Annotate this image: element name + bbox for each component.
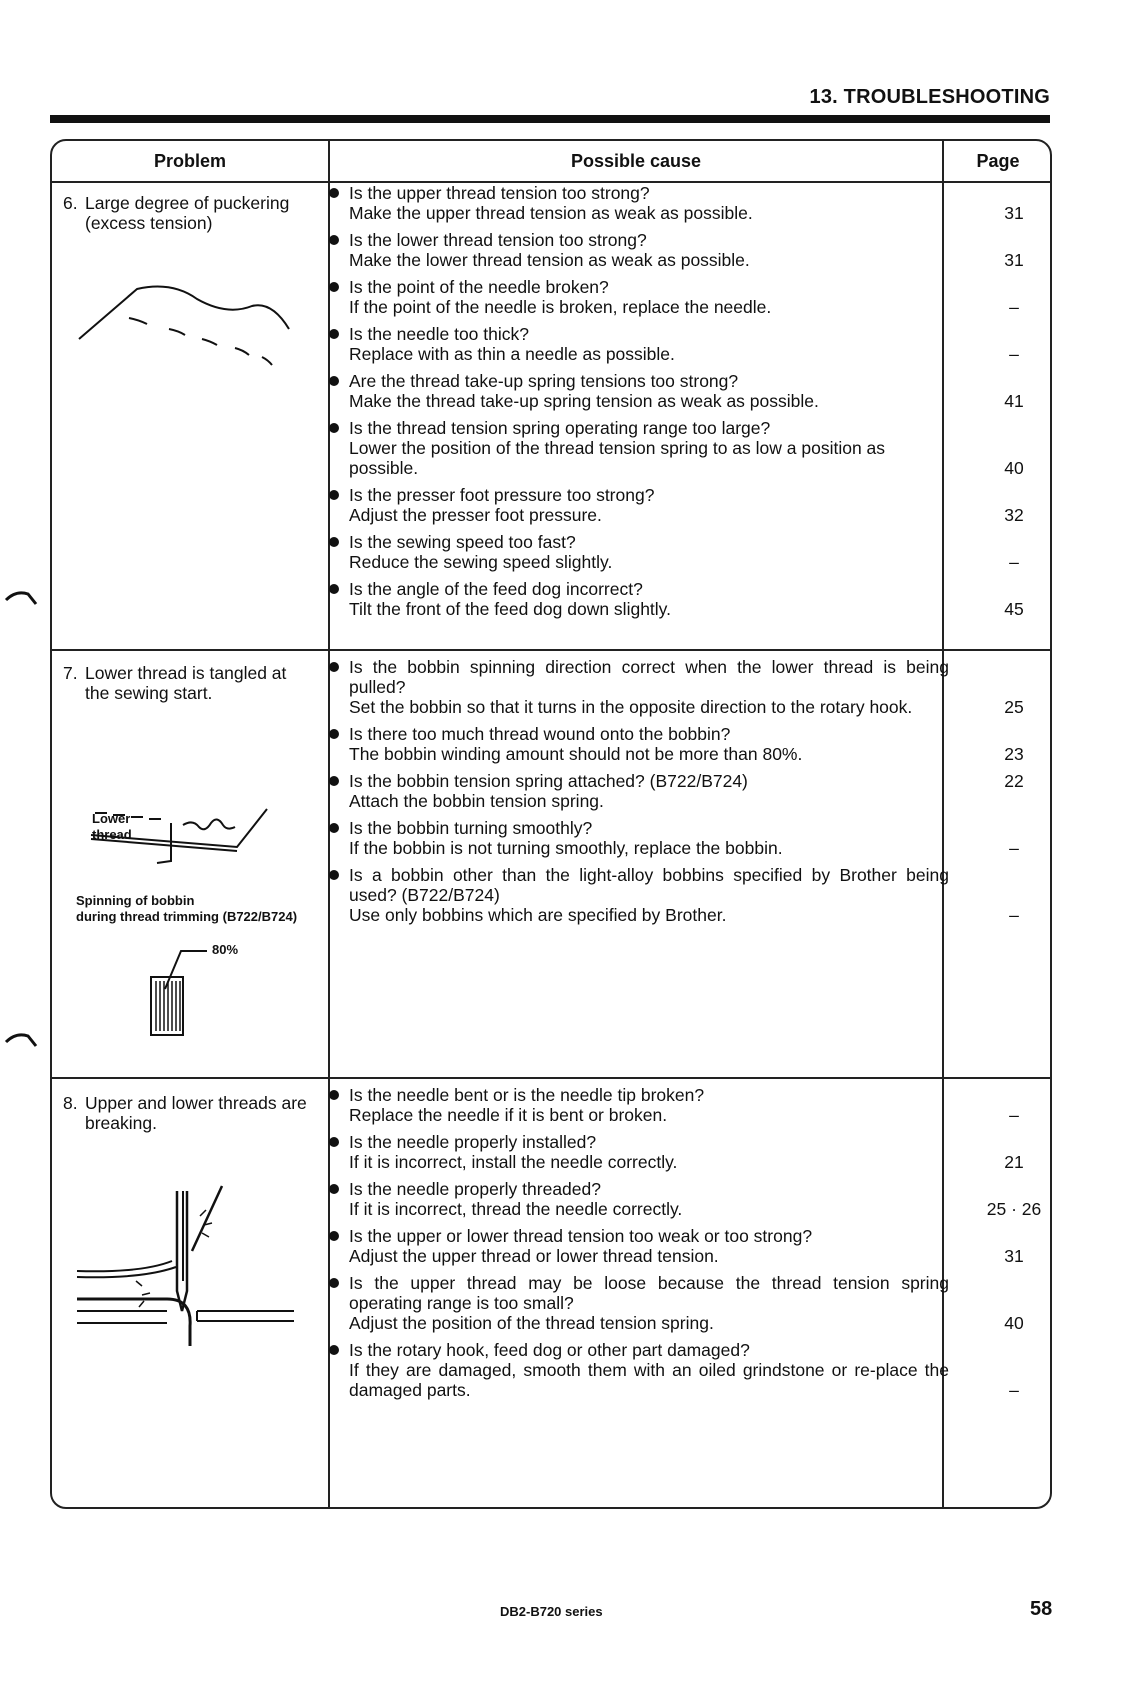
- cause-question: Are the thread take-up spring tensions too strong?: [349, 371, 739, 391]
- cause-question: Is a bobbin other than the light-alloy bobbins specified by Brother being used? (B722/B724): [349, 865, 949, 905]
- cause-item: [329, 418, 1024, 478]
- cause-question: Is the bobbin turning smoothly?: [349, 818, 593, 838]
- cause-item: [329, 1179, 1042, 1219]
- cause-remedy: Reduce the sewing speed slightly.: [349, 552, 613, 572]
- cause-item: [329, 1226, 1024, 1266]
- cause-question: Is the needle properly threaded?: [349, 1179, 601, 1199]
- cause-item: [329, 865, 1019, 925]
- bullet: [329, 235, 339, 245]
- page-ref: 31: [1004, 203, 1024, 223]
- binder-hole-mark: [4, 1030, 38, 1050]
- page-ref: 25: [1004, 697, 1024, 717]
- cause-item: [329, 579, 1024, 619]
- cause-item: [329, 724, 1024, 764]
- bullet: [329, 329, 339, 339]
- bullet: [329, 188, 339, 198]
- cause-item: [329, 230, 1024, 270]
- page-ref: 41: [1004, 391, 1024, 411]
- cause-remedy: If it is incorrect, install the needle correctly.: [349, 1152, 678, 1172]
- cause-remedy: Replace with as thin a needle as possible.: [349, 344, 675, 364]
- cause-question: Is the upper thread may be loose because the thread tension spring operating range is too small?: [349, 1273, 949, 1313]
- cause-remedy: Lower the position of the thread tension spring to as low a position as possible.: [349, 438, 886, 478]
- problem-column-header: Problem: [153, 151, 227, 171]
- troubleshooting-table: [50, 139, 1052, 1509]
- bullet: [329, 1184, 339, 1194]
- cause-remedy: Adjust the upper thread or lower thread tension.: [349, 1246, 719, 1266]
- header-rule: [50, 115, 1050, 123]
- problem-text: Large degree of puckering (excess tension): [85, 193, 290, 233]
- page-ref: 21: [1004, 1152, 1024, 1172]
- cause-remedy: Make the upper thread tension as weak as possible.: [349, 203, 753, 223]
- cause-question: Is the upper or lower thread tension too weak or too strong?: [349, 1226, 813, 1246]
- problem-text: Upper and lower threads are breaking.: [85, 1093, 307, 1133]
- cause-item: [329, 1085, 1019, 1125]
- bullet: [329, 423, 339, 433]
- cause-question: Is the bobbin spinning direction correct when the lower thread is being pulled?: [349, 657, 949, 697]
- bullet: [329, 584, 339, 594]
- bullet: [329, 1231, 339, 1241]
- bullet: [329, 490, 339, 500]
- footer-model: DB2-B720 series: [500, 1604, 603, 1619]
- problem-6: [63, 193, 315, 233]
- problem-number: 7.: [63, 663, 78, 683]
- cause-remedy: Tilt the front of the feed dog down slightly.: [349, 599, 671, 619]
- page-column-header: Page: [976, 151, 1020, 171]
- cause-item: [329, 371, 1024, 411]
- cause-remedy: Adjust the presser foot pressure.: [349, 505, 602, 525]
- bullet: [329, 870, 339, 880]
- bullet: [329, 1090, 339, 1100]
- cause-item: [329, 818, 1019, 858]
- cause-question: Is the thread tension spring operating range too large?: [349, 418, 771, 438]
- spinning-label: Spinning of bobbin: [76, 893, 195, 908]
- page-ref: –: [1009, 297, 1019, 317]
- lower-thread-label: Lower thread: [92, 811, 132, 842]
- cause-question: Is the lower thread tension too strong?: [349, 230, 647, 250]
- causes-list-8: [329, 1085, 1042, 1407]
- cause-remedy: The bobbin winding amount should not be more than 80%.: [349, 744, 803, 764]
- cause-question: Is the angle of the feed dog incorrect?: [349, 579, 643, 599]
- cause-remedy: Attach the bobbin tension spring.: [349, 791, 604, 811]
- cause-remedy: Replace the needle if it is bent or broken.: [349, 1105, 668, 1125]
- thread-breaking-figure: [72, 1181, 312, 1351]
- cause-question: Is there too much thread wound onto the bobbin?: [349, 724, 731, 744]
- cause-question: Is the rotary hook, feed dog or other part damaged?: [349, 1340, 750, 1360]
- page-ref: 40: [1004, 458, 1024, 478]
- puckering-figure: [77, 281, 297, 401]
- bullet: [329, 662, 339, 672]
- cause-item: [329, 771, 1024, 811]
- bullet: [329, 376, 339, 386]
- page-ref: –: [1009, 838, 1019, 858]
- cause-item: [329, 1340, 1019, 1400]
- causes-list-7: [329, 657, 1024, 932]
- cause-question: Is the point of the needle broken?: [349, 277, 609, 297]
- cause-item: [329, 1132, 1024, 1172]
- cause-remedy: If the bobbin is not turning smoothly, replace the bobbin.: [349, 838, 783, 858]
- bullet: [329, 823, 339, 833]
- cause-item: [329, 1273, 1024, 1333]
- cause-remedy: Use only bobbins which are specified by Brother.: [349, 905, 727, 925]
- page-ref: 31: [1004, 250, 1024, 270]
- bullet: [329, 282, 339, 292]
- cause-item: [329, 532, 1019, 572]
- page-ref: 25 · 26: [986, 1199, 1042, 1219]
- cause-remedy: Set the bobbin so that it turns in the opposite direction to the rotary hook.: [349, 697, 913, 717]
- percent-label: 80%: [212, 942, 239, 957]
- problem-number: 8.: [63, 1093, 78, 1113]
- bobbin-figure: [147, 941, 207, 1041]
- cause-column-header: Possible cause: [570, 151, 702, 171]
- problem-7: [63, 663, 315, 703]
- cause-remedy: If the point of the needle is broken, replace the needle.: [349, 297, 772, 317]
- bullet: [329, 1137, 339, 1147]
- cause-remedy: Make the thread take-up spring tension as weak as possible.: [349, 391, 819, 411]
- page-ref: 45: [1004, 599, 1024, 619]
- problem-text: Lower thread is tangled at the sewing start.: [85, 663, 287, 703]
- cause-item: [329, 657, 1024, 717]
- bullet: [329, 537, 339, 547]
- cause-question: Is the bobbin tension spring attached? (B722/B724): [349, 771, 748, 791]
- binder-hole-mark: [4, 588, 38, 608]
- cause-question: Is the needle too thick?: [349, 324, 529, 344]
- bullet: [329, 776, 339, 786]
- page-ref: –: [1009, 552, 1019, 572]
- cause-question: Is the upper thread tension too strong?: [349, 183, 650, 203]
- page-ref: –: [1009, 905, 1019, 925]
- page-ref: –: [1009, 1105, 1019, 1125]
- cause-item: [329, 183, 1024, 223]
- cause-item: [329, 277, 1019, 317]
- problem-number: 6.: [63, 193, 78, 213]
- trimming-label: during thread trimming (B722/B724): [76, 909, 298, 924]
- cause-question: Is the sewing speed too fast?: [349, 532, 576, 552]
- cause-remedy: If they are damaged, smooth them with an oiled grindstone or re-place the damaged parts.: [349, 1360, 949, 1400]
- page-ref: 32: [1004, 505, 1024, 525]
- page-ref: 23: [1004, 744, 1024, 764]
- page-ref: 22: [1004, 771, 1024, 791]
- bullet: [329, 729, 339, 739]
- page-number: 58: [1030, 1598, 1053, 1620]
- cause-remedy: Make the lower thread tension as weak as possible.: [349, 250, 750, 270]
- causes-list-6: [329, 183, 1024, 626]
- cause-remedy: Adjust the position of the thread tension spring.: [349, 1313, 714, 1333]
- page-ref: –: [1009, 1380, 1019, 1400]
- cause-question: Is the needle properly installed?: [349, 1132, 597, 1152]
- bullet: [329, 1278, 339, 1288]
- row-divider: [52, 1077, 1050, 1079]
- cause-item: [329, 324, 1019, 364]
- page-ref: –: [1009, 344, 1019, 364]
- cause-remedy: If it is incorrect, thread the needle correctly.: [349, 1199, 683, 1219]
- cause-question: Is the presser foot pressure too strong?: [349, 485, 655, 505]
- page-ref: 31: [1004, 1246, 1024, 1266]
- problem-8: [63, 1093, 315, 1133]
- cause-question: Is the needle bent or is the needle tip broken?: [349, 1085, 705, 1105]
- page-ref: 40: [1004, 1313, 1024, 1333]
- bullet: [329, 1345, 339, 1355]
- row-divider: [52, 649, 1050, 651]
- cause-item: [329, 485, 1024, 525]
- section-title: 13. TROUBLESHOOTING: [809, 86, 1050, 108]
